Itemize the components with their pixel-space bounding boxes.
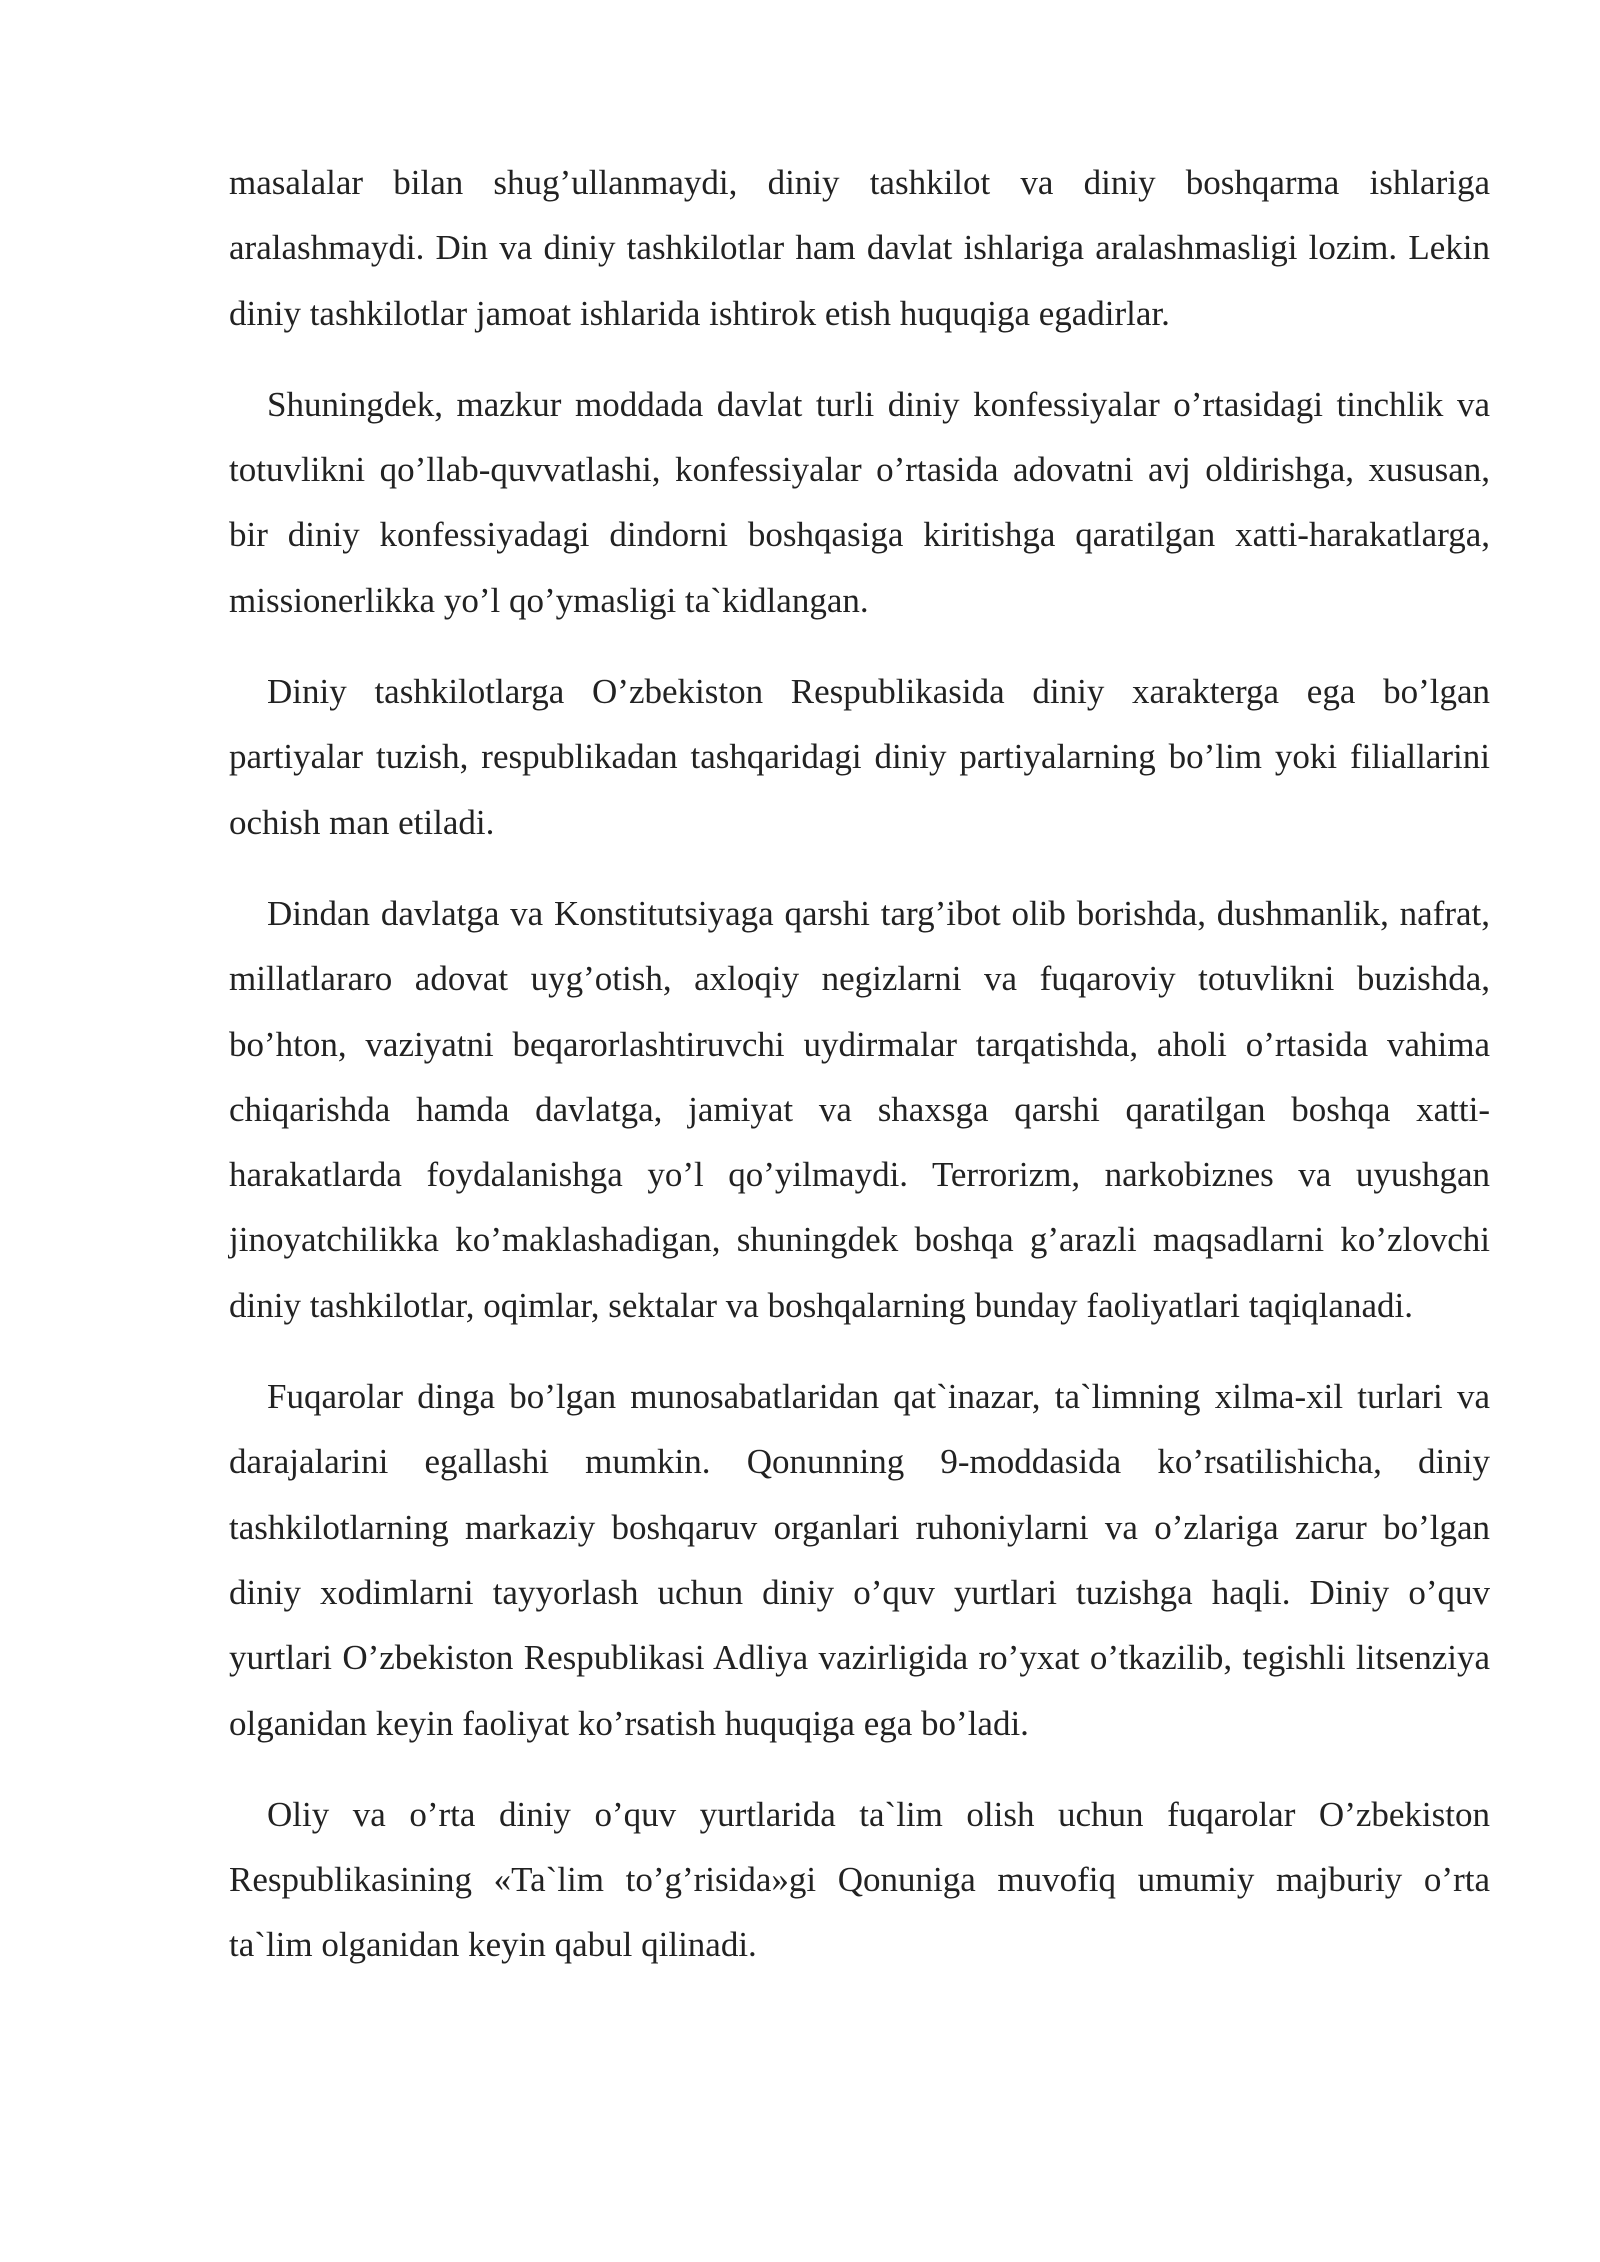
- paragraph-1: masalalar bilan shug’ullanmaydi, diniy tashkilot va diniy boshqarma ishlariga aralashmaydi. Din va diniy tashkilotlar ham davlat ishlariga aralashmasligi lozim. Lekin diniy tashkilotlar jamoat ishlarida ishtirok etish huquqiga egadirlar.: [229, 163, 1490, 333]
- paragraph-4: Dindan davlatga va Konstitutsiyaga qarshi targ’ibot olib borishda, dushmanlik, nafrat, millatlararo adovat uyg’otish, axloqiy negizlarni va fuqaroviy totuvlikni buzishda, bo’hton, vaziyatni beqarorlashtiruvchi uydirmalar tarqatishda, aholi o’rtasida vahima chiqarishda hamda davlatga, jamiyat va shaxsga qarshi qaratilgan boshqa xatti-harakatlarda foydalanishga yo’l qo’yilmaydi. Terrorizm, narkobiznes va uyushgan jinoyatchilikka ko’maklashadigan, shuningdek boshqa g’arazli maqsadlarni ko’zlovchi diniy tashkilotlar, oqimlar, sektalar va boshqalarning bunday faoliyatlari taqiqlanadi.: [229, 893, 1490, 1325]
- document-page: [229, 150, 1490, 2004]
- paragraph-5: Fuqarolar dinga bo’lgan munosabatlaridan qat`inazar, ta`limning xilma-xil turlari va darajalarini egallashi mumkin. Qonunning 9-moddasida ko’rsatilishicha, diniy tashkilotlarning markaziy boshqaruv organlari ruhoniylarni va o’zlariga zarur bo’lgan diniy xodimlarni tayyorlash uchun diniy o’quv yurtlari tuzishga haqli. Diniy o’quv yurtlari O’zbekiston Respublikasi Adliya vazirligida ro’yxat o’tkazilib, tegishli litsenziya olganidan keyin faoliyat ko’rsatish huquqiga ega bo’ladi.: [229, 1377, 1490, 1743]
- paragraph-2: Shuningdek, mazkur moddada davlat turli diniy konfessiyalar o’rtasidagi tinchlik va totuvlikni qo’llab-quvvatlashi, konfessiyalar o’rtasida adovatni avj oldirishga, xususan, bir diniy konfessiyadagi dindorni boshqasiga kiritishga qaratilgan xatti-harakatlarga, missionerlikka yo’l qo’ymasligi ta`kidlangan.: [229, 384, 1490, 620]
- paragraph-6: Oliy va o’rta diniy o’quv yurtlarida ta`lim olish uchun fuqarolar O’zbekiston Respublikasining «Ta`lim to’g’risida»gi Qonuniga muvofiq umumiy majburiy o’rta ta`lim olganidan keyin qabul qilinadi.: [229, 1794, 1490, 1965]
- paragraph-3: Diniy tashkilotlarga O’zbekiston Respublikasida diniy xarakterga ega bo’lgan partiyalar tuzish, respublikadan tashqaridagi diniy partiyalarning bo’lim yoki filiallarini ochish man etiladi.: [229, 672, 1490, 842]
